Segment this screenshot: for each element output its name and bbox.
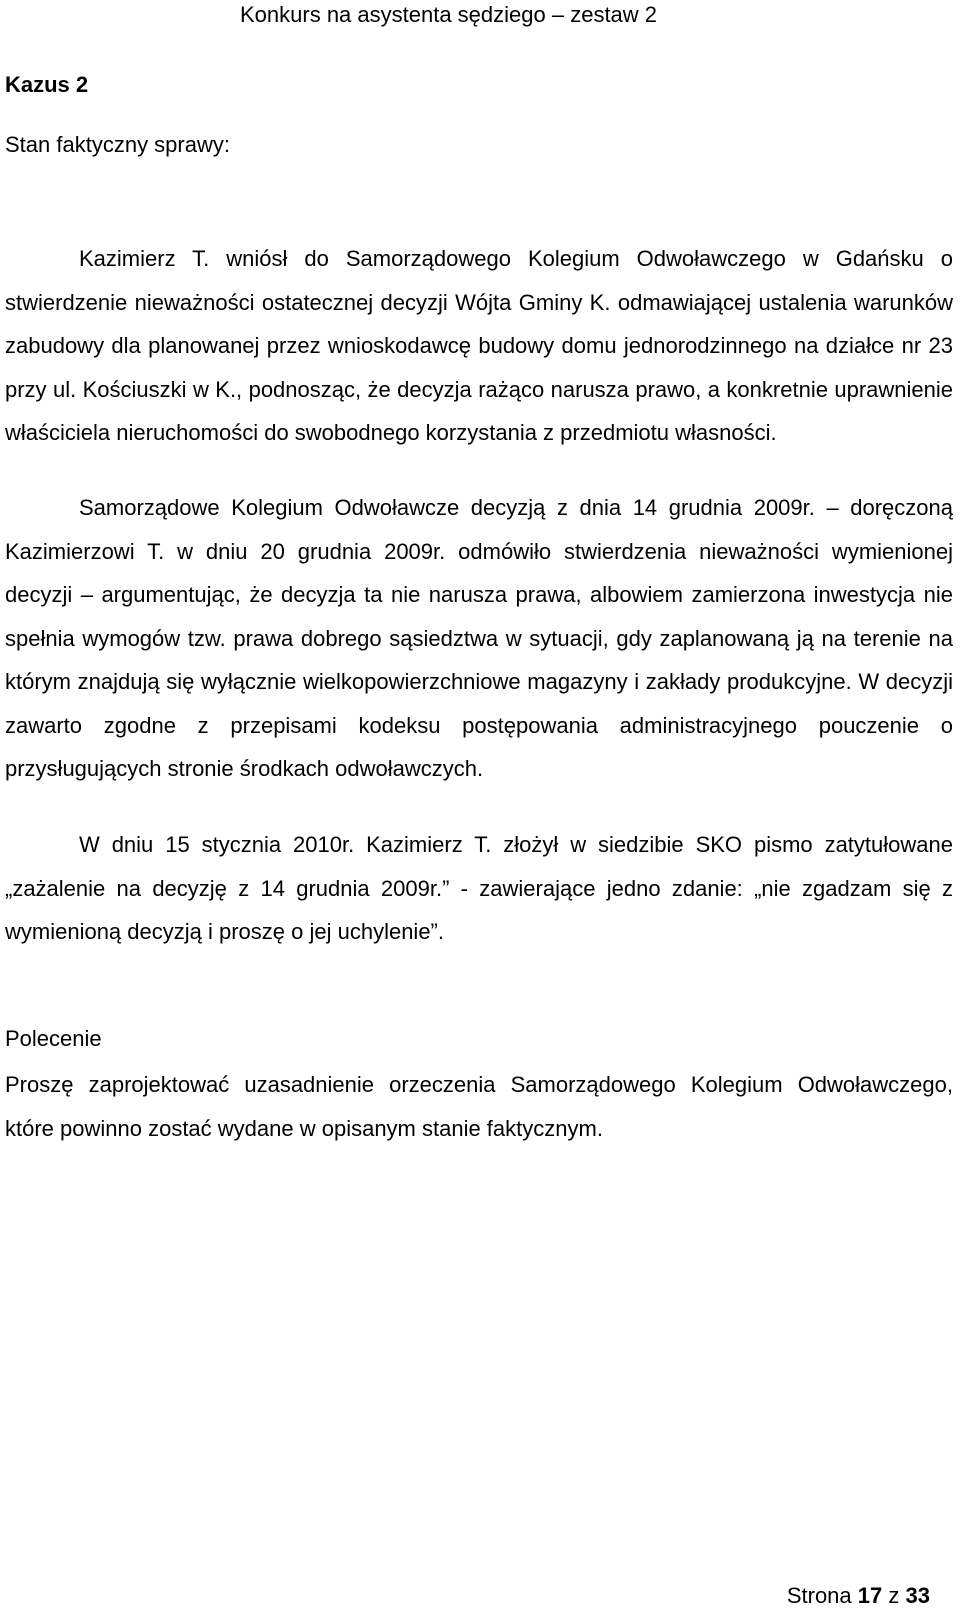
page-of: z bbox=[888, 1583, 900, 1608]
page-total: 33 bbox=[905, 1583, 930, 1608]
facts-paragraph-3: W dniu 15 stycznia 2010r. Kazimierz T. złożył w siedzibie SKO pismo zatytułowane „zażalenie na decyzję z 14 grudnia 2009r.” - zawierające jedno zdanie: „nie zgadzam się z wymienioną decyzją i proszę o jej uchylenie”. bbox=[5, 832, 953, 944]
facts-paragraph-2: Samorządowe Kolegium Odwoławcze decyzją z dnia 14 grudnia 2009r. – doręczoną Kazimierzowi T. w dniu 20 grudnia 2009r. odmówiło stwierdzenia nieważności wymienionej decyzji – argumentując, że decyzja ta nie narusza prawa, albowiem zamierzona inwestycja nie spełnia wymogów tzw. prawa dobrego sąsiedztwa w sytuacji, gdy zaplanowaną ją na terenie na którym znajdują się wyłącznie wielkopowierzchniowe magazyny i zakłady produkcyjne. W decyzji zawarto zgodne z przepisami kodeksu postępowania administracyjnego pouczenie o przysługujących stronie środkach odwoławczych. bbox=[5, 495, 953, 781]
facts-paragraph-1: Kazimierz T. wniósł do Samorządowego Kolegium Odwoławczego w Gdańsku o stwierdzenie nieważności ostatecznej decyzji Wójta Gminy K. odmawiającej ustalenia warunków zabudowy dla planowanej przez wnioskodawcę budowy domu jednorodzinnego na działce nr 23 przy ul. Kościuszki w K., podnosząc, że decyzja rażąco narusza prawo, a konkretnie uprawnienie właściciela nieruchomości do swobodnego korzystania z przedmiotu własności. bbox=[5, 246, 953, 445]
task-heading: Polecenie bbox=[5, 1026, 102, 1051]
facts-heading: Stan faktyczny sprawy: bbox=[5, 132, 230, 157]
task-text: Proszę zaprojektować uzasadnienie orzeczenia Samorządowego Kolegium Odwoławczego, które powinno zostać wydane w opisanym stanie faktycznym. bbox=[5, 1072, 953, 1141]
page-number bbox=[787, 1581, 930, 1611]
page-current: 17 bbox=[857, 1583, 883, 1608]
page-word: Strona bbox=[786, 1583, 852, 1608]
case-title: Kazus 2 bbox=[5, 72, 89, 97]
page-header-title: Konkurs na asystenta sędziego – zestaw 2 bbox=[240, 2, 658, 27]
